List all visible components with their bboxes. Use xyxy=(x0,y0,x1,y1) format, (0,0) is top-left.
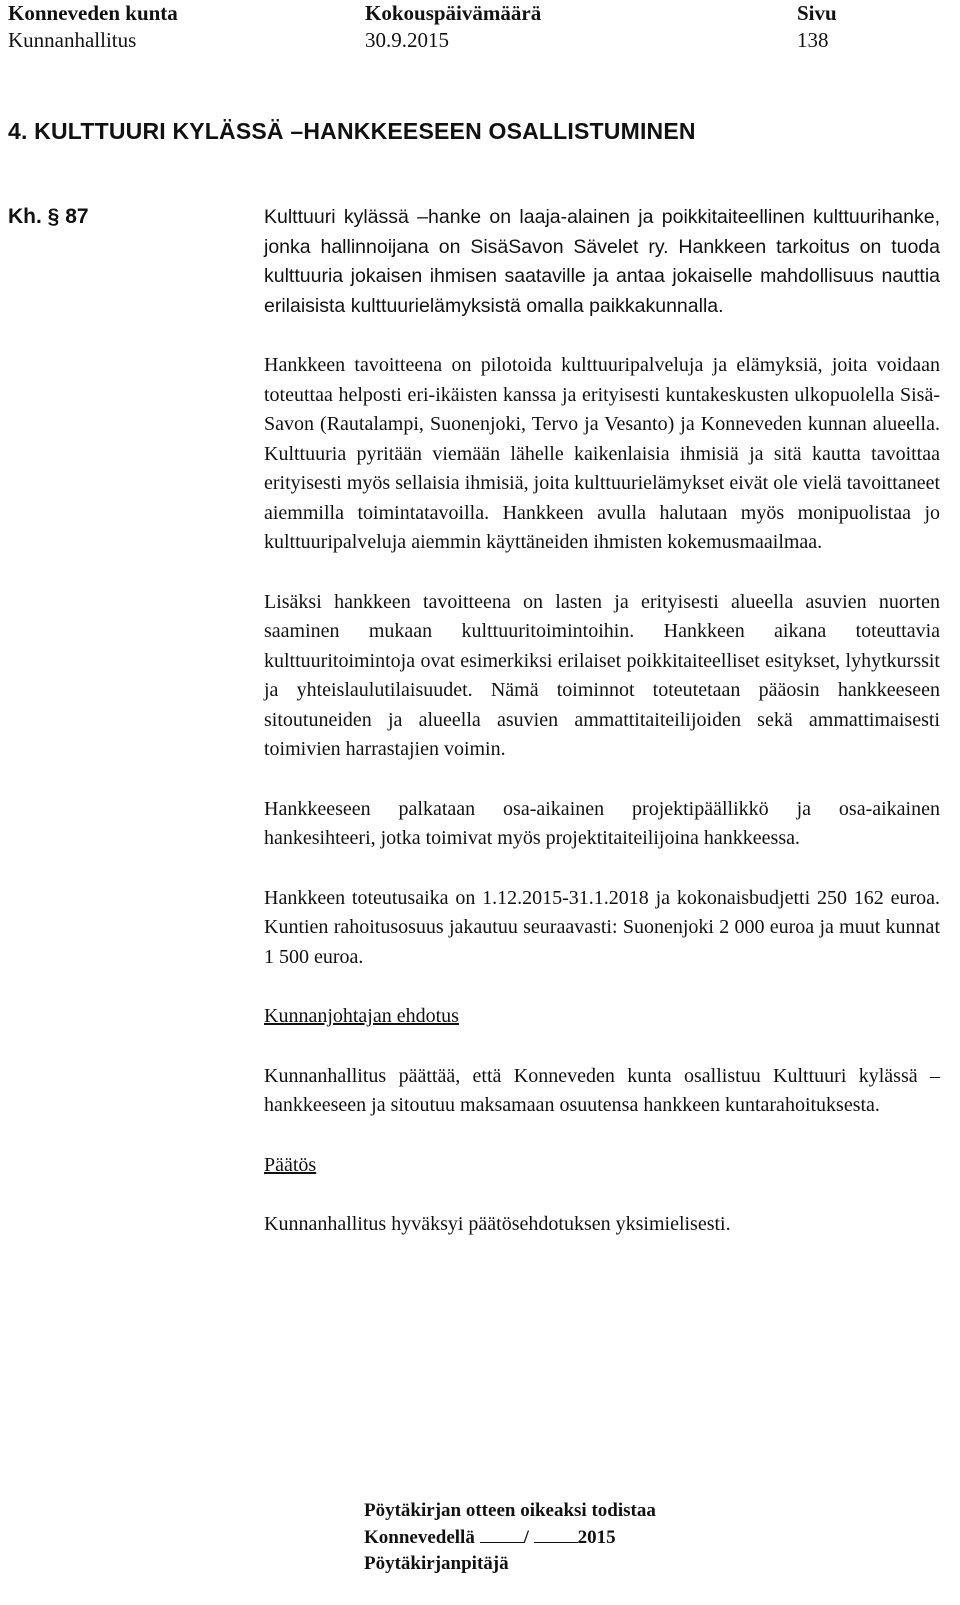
paragraph-youth: Lisäksi hankkeen tavoitteena on lasten ja erityisesti alueella asuvien nuorten saaminen mukaan kulttuuritoimintoihin. Hankkeen aikana toteuttavia kulttuuritoimintoja ovat esimerkiksi erilaiset poikkitaiteelliset esitykset, lyhytkurssit ja yhteislaulutilaisuudet. Nämä toiminnot toteutetaan pääosin hankkeeseen sitoutuneiden ja alueella asuvien ammattitaiteilijoiden sekä ammattimaisesti toimivien harrastajien voimin. xyxy=(264,590,940,760)
paragraph-budget: Hankkeen toteutusaika on 1.12.2015-31.1.2018 ja kokonaisbudjetti 250 162 euroa. Kuntien rahoitusosuus jakautuu seuraavasti: Suonenjoki 2 000 euroa ja muut kunnat 1 500 euroa. xyxy=(264,886,940,968)
footer-place-date-line xyxy=(364,1524,656,1551)
footer-place: Konnevedellä xyxy=(364,1527,475,1548)
footer-year: 2015 xyxy=(577,1527,616,1548)
header-org-block xyxy=(8,0,178,54)
header-page-number: 138 xyxy=(797,28,829,52)
section-symbol: § xyxy=(47,205,60,228)
section-reference xyxy=(8,205,89,229)
proposal-text: Kunnanhallitus päättää, että Konneveden kunta osallistuu Kulttuuri kylässä –hankkeeseen ja sitoutuu maksamaan osuutensa hankkeen kuntarahoituksesta. xyxy=(264,1064,940,1116)
header-org: Konneveden kunta xyxy=(8,1,178,25)
document-header xyxy=(8,0,952,60)
header-date: 30.9.2015 xyxy=(365,28,449,52)
header-date-block xyxy=(365,0,541,54)
footer-month-blank xyxy=(534,1524,578,1543)
decision-heading: Päätös xyxy=(264,1153,317,1176)
paragraph-goals: Hankkeen tavoitteena on pilotoida kulttuuripalveluja ja elämyksiä, joita voidaan toteuttaa helposti eri-ikäisten kanssa ja erityisesti kuntakeskusten ulkopuolella Sisä-Savon (Rautalampi, Suonenjoki, Tervo ja Vesanto) ja Konneveden kunnan alueella. Kulttuuria pyritään viemään lähelle kaikenlaisia ihmisiä ja sitä kautta tavoittaa erityisesti myös sellaisia ihmisiä, joita kulttuurielämykset eivät ole vielä tavoittaneet aiemmilla toimintatavoilla. Hankkeen avulla halutaan myös monipuolistaa jo kulttuuripalveluja aiemmin käyttäneiden ihmisten kokemusmaailmaa. xyxy=(264,354,940,553)
decision-text: Kunnanhallitus hyväksyi päätösehdotuksen yksimielisesti. xyxy=(264,1213,731,1235)
minutes-body xyxy=(264,203,940,1270)
header-date-label: Kokouspäivämäärä xyxy=(365,1,542,25)
footer-day-blank xyxy=(480,1524,524,1543)
section-number: 87 xyxy=(65,205,89,228)
section-prefix: Kh. xyxy=(8,205,42,228)
header-body-name: Kunnanhallitus xyxy=(8,28,137,52)
footer-slash: / xyxy=(523,1527,529,1548)
paragraph-staff: Hankkeeseen palkataan osa-aikainen projektipäällikkö ja osa-aikainen hankesihteeri, jotka toimivat myös projektitaiteilijoina hankkeessa. xyxy=(264,797,940,849)
footer-certify-line: Pöytäkirjan otteen oikeaksi todistaa xyxy=(364,1500,656,1521)
header-page-label: Sivu xyxy=(797,1,837,25)
header-page-block xyxy=(797,0,837,54)
certification-footer xyxy=(364,1498,656,1577)
agenda-item-title: 4. KULTTUURI KYLÄSSÄ –HANKKEESEEN OSALLISTUMINEN xyxy=(8,118,696,144)
footer-secretary-line: Pöytäkirjanpitäjä xyxy=(364,1553,509,1574)
paragraph-intro: Kulttuuri kylässä –hanke on laaja-alainen ja poikkitaiteellinen kulttuurihanke, jonka hallinnoijana on SisäSavon Sävelet ry. Hankkeen tarkoitus on tuoda kulttuuria jokaisen ihmisen saataville ja antaa jokaiselle mahdollisuus nauttia erilaisista kulttuurielämyksistä omalla paikkakunnalla. xyxy=(264,206,940,317)
proposal-heading: Kunnanjohtajan ehdotus xyxy=(264,1005,459,1027)
